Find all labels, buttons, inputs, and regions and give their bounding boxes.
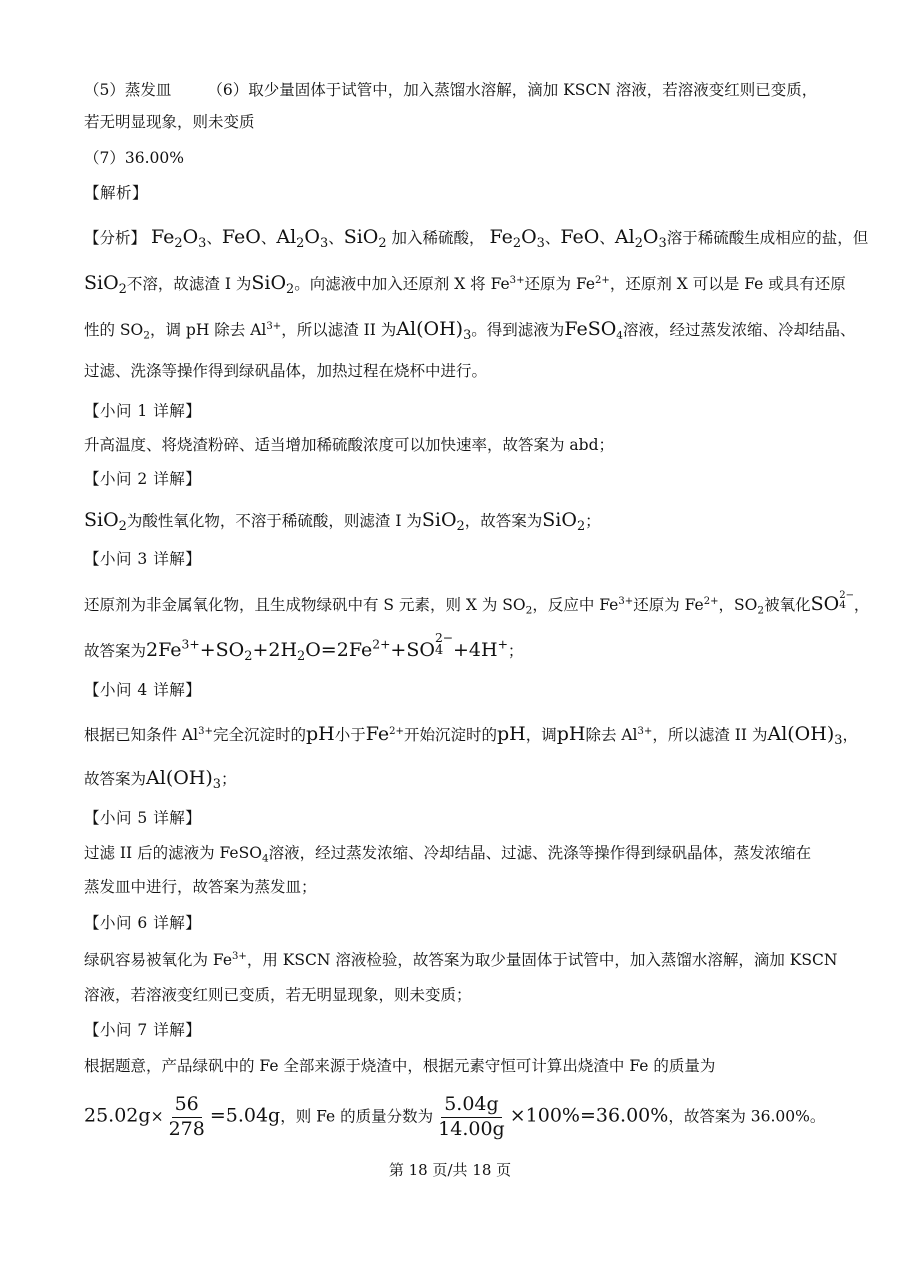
q6-line-1: 绿矾容易被氧化为 $Fe^{3+}$，用 KSCN 溶液检验，故答案为取少量固体于试管中，加入蒸馏水溶解，滴加 KSCN — [84, 950, 838, 969]
q6-line-2: 溶液，若溶液变红则已变质，若无明显现象，则未变质； — [84, 986, 472, 1004]
q1-text: 升高温度、将烧渣粉碎、适当增加稀硫酸浓度可以加快速率，故答案为 abd； — [84, 436, 615, 454]
analysis-line-1: 【分析】 $Fe_2O_3$、FeO、$Al_2O_3$、SiO$_2$ 加入稀硫酸， $Fe_2O_3$、FeO、$Al_2O_3$溶于稀硫酸生成相应的盐，但 — [84, 226, 869, 252]
analysis-tag: 【分析】 — [84, 229, 147, 247]
q7-heading: 【小问 7 详解】 — [84, 1021, 202, 1039]
answer-7: （7）36.00% — [84, 149, 184, 167]
q3-line-2: 故答案为$2Fe^{3+}+SO_2+2H_2O=2Fe^{2+}+SO$ 2− 4 +4H+； — [84, 631, 524, 665]
analysis-line-4: 过滤、洗涤等操作得到绿矾晶体，加热过程在烧杯中进行。 — [84, 362, 488, 380]
q7-formula-line: 25.02g× $\frac{56}{278}$ =5.04g，则 Fe 的质量分数为 $\frac{5.04g}{14.00g}$ ×100%=36.00%，故答案为 36.00%。 — [84, 1093, 826, 1140]
fraction-mass: $\frac{5.04g}{14.00g}$ — [438, 1093, 505, 1140]
answer-5-6-line — [84, 80, 830, 100]
q1-heading: 【小问 1 详解】 — [84, 402, 202, 420]
q2-text: SiO$_2$为酸性氧化物，不溶于稀硫酸，则滤渣 I 为SiO$_2$，故答案为SiO$_2$； — [84, 509, 601, 535]
analysis-heading: 【解析】 — [84, 184, 149, 202]
q3-line-1: 还原剂为非金属氧化物，且生成物绿矾中有 S 元素，则 X 为 $SO_2$，反应中 $Fe^{3+}$还原为 $Fe^{2+}$，$SO_2$被氧化SO 2− 4 ， — [84, 589, 870, 617]
analysis-line-2: SiO$_2$不溶，故滤渣 I 为SiO$_2$。向滤液中加入还原剂 X 将 $Fe^{3+}$还原为 $Fe^{2+}$，还原剂 X 可以是 Fe 或具有还原 — [84, 272, 846, 298]
q4-line-2: 故答案为$Al(OH)_3$； — [84, 767, 237, 793]
analysis-line-3: 性的 $SO_2$，调 pH 除去 $Al^{3+}$，所以滤渣 II 为$Al(OH)_3$。得到滤液为FeSO$_4$溶液，经过蒸发浓缩、冷却结晶、 — [84, 318, 856, 344]
q3-heading: 【小问 3 详解】 — [84, 550, 202, 568]
answer-6-label: （6） — [207, 81, 249, 99]
q6-heading: 【小问 6 详解】 — [84, 914, 202, 932]
q5-line-1: 过滤 II 后的滤液为 FeSO$_4$溶液，经过蒸发浓缩、冷却结晶、过滤、洗涤等操作得到绿矾晶体，蒸发浓缩在 — [84, 844, 812, 865]
q4-heading: 【小问 4 详解】 — [84, 681, 202, 699]
answer-5: （5）蒸发皿 — [84, 81, 172, 99]
q5-line-2: 蒸发皿中进行，故答案为蒸发皿； — [84, 878, 317, 896]
fraction-56-278: $\frac{56}{278}$ — [168, 1093, 205, 1140]
answer-6-text: 取少量固体于试管中，加入蒸馏水溶解，滴加 KSCN 溶液，若溶液变红则已变质， — [248, 81, 818, 99]
q4-line-1: 根据已知条件 $Al^{3+}$完全沉淀时的pH小于$Fe^{2+}$开始沉淀时的pH，调pH除去 $Al^{3+}$，所以滤渣 II 为$Al(OH)_3$， — [84, 723, 858, 749]
page-footer: 第 18 页/共 18 页 — [388, 1161, 512, 1179]
q7-line-1: 根据题意，产品绿矾中的 Fe 全部来源于烧渣中，根据元素守恒可计算出烧渣中 Fe 的质量为 — [84, 1057, 716, 1075]
answer-6-continued: 若无明显现象，则未变质 — [84, 113, 255, 131]
q2-heading: 【小问 2 详解】 — [84, 470, 202, 488]
q5-heading: 【小问 5 详解】 — [84, 809, 202, 827]
